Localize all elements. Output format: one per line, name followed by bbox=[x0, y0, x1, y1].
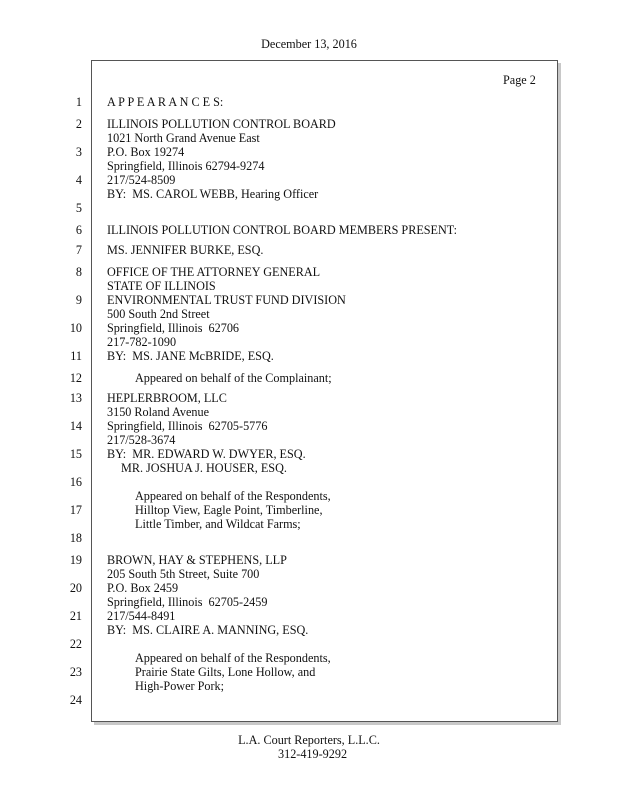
hb-firm-name: HEPLERBROOM, LLC bbox=[107, 391, 227, 405]
board-pobox: P.O. Box 19274 bbox=[107, 145, 185, 159]
line-number: 19 bbox=[69, 553, 82, 567]
line-number: 23 bbox=[69, 665, 82, 679]
line-number: 7 bbox=[75, 243, 82, 257]
ag-representative: BY: MS. JANE McBRIDE, ESQ. bbox=[107, 349, 274, 363]
ag-behalf: Appeared on behalf of the Complainant; bbox=[135, 371, 332, 385]
bhs-firm-name: BROWN, HAY & STEPHENS, LLP bbox=[107, 553, 287, 567]
ag-phone: 217-782-1090 bbox=[107, 335, 177, 349]
board-phone: 217/524-8509 bbox=[107, 173, 176, 187]
line-number: 1 bbox=[75, 95, 82, 109]
appearances-heading: A P P E A R A N C E S: bbox=[107, 95, 224, 109]
bhs-city: Springfield, Illinois 62705-2459 bbox=[107, 595, 268, 609]
line-number: 6 bbox=[75, 223, 82, 237]
bhs-representative: BY: MS. CLAIRE A. MANNING, ESQ. bbox=[107, 623, 309, 637]
footer-reporter: L.A. Court Reporters, L.L.C. bbox=[238, 733, 380, 747]
line-number: 2 bbox=[75, 117, 82, 131]
header-date: December 13, 2016 bbox=[261, 37, 357, 51]
line-number: 4 bbox=[75, 173, 82, 187]
ag-city: Springfield, Illinois 62706 bbox=[107, 321, 240, 335]
members-present-heading: ILLINOIS POLLUTION CONTROL BOARD MEMBERS PRESENT: bbox=[107, 223, 458, 237]
line-number: 17 bbox=[69, 503, 82, 517]
bhs-address: 205 South 5th Street, Suite 700 bbox=[107, 567, 260, 581]
bhs-behalf-line: Appeared on behalf of the Respondents, bbox=[135, 651, 331, 665]
hb-address: 3150 Roland Avenue bbox=[107, 405, 209, 419]
line-number: 5 bbox=[75, 201, 82, 215]
line-number: 9 bbox=[75, 293, 82, 307]
board-representative: BY: MS. CAROL WEBB, Hearing Officer bbox=[107, 187, 319, 201]
ag-state: STATE OF ILLINOIS bbox=[107, 279, 216, 293]
line-number: 3 bbox=[75, 145, 82, 159]
footer-phone: 312-419-9292 bbox=[278, 747, 348, 761]
hb-phone: 217/528-3674 bbox=[107, 433, 176, 447]
bhs-pobox: P.O. Box 2459 bbox=[107, 581, 179, 595]
line-number: 14 bbox=[69, 419, 82, 433]
bhs-behalf-line: Prairie State Gilts, Lone Hollow, and bbox=[135, 665, 316, 679]
line-number: 11 bbox=[70, 349, 82, 363]
line-number: 10 bbox=[69, 321, 82, 335]
bhs-phone: 217/544-8491 bbox=[107, 609, 176, 623]
line-number: 18 bbox=[69, 531, 82, 545]
line-number: 22 bbox=[69, 637, 82, 651]
bhs-behalf-line: High-Power Pork; bbox=[135, 679, 225, 693]
ag-office: OFFICE OF THE ATTORNEY GENERAL bbox=[107, 265, 321, 279]
line-number: 13 bbox=[69, 391, 82, 405]
board-city: Springfield, Illinois 62794-9274 bbox=[107, 159, 265, 173]
page-number: Page 2 bbox=[503, 73, 536, 87]
line-number: 20 bbox=[69, 581, 82, 595]
member-name: MS. JENNIFER BURKE, ESQ. bbox=[107, 243, 264, 257]
hb-behalf-line: Hilltop View, Eagle Point, Timberline, bbox=[135, 503, 323, 517]
line-number: 16 bbox=[69, 475, 82, 489]
board-name: ILLINOIS POLLUTION CONTROL BOARD bbox=[107, 117, 336, 131]
board-address: 1021 North Grand Avenue East bbox=[107, 131, 260, 145]
line-number: 24 bbox=[69, 693, 82, 707]
line-number: 8 bbox=[75, 265, 82, 279]
ag-address: 500 South 2nd Street bbox=[107, 307, 210, 321]
line-number: 21 bbox=[69, 609, 82, 623]
hb-representative: BY: MR. EDWARD W. DWYER, ESQ. bbox=[107, 447, 306, 461]
hb-behalf-line: Little Timber, and Wildcat Farms; bbox=[135, 517, 301, 531]
line-number: 15 bbox=[69, 447, 82, 461]
line-number: 12 bbox=[69, 371, 82, 385]
hb-city: Springfield, Illinois 62705-5776 bbox=[107, 419, 268, 433]
hb-representative-2: MR. JOSHUA J. HOUSER, ESQ. bbox=[121, 461, 287, 475]
ag-division: ENVIRONMENTAL TRUST FUND DIVISION bbox=[107, 293, 346, 307]
hb-behalf-line: Appeared on behalf of the Respondents, bbox=[135, 489, 331, 503]
